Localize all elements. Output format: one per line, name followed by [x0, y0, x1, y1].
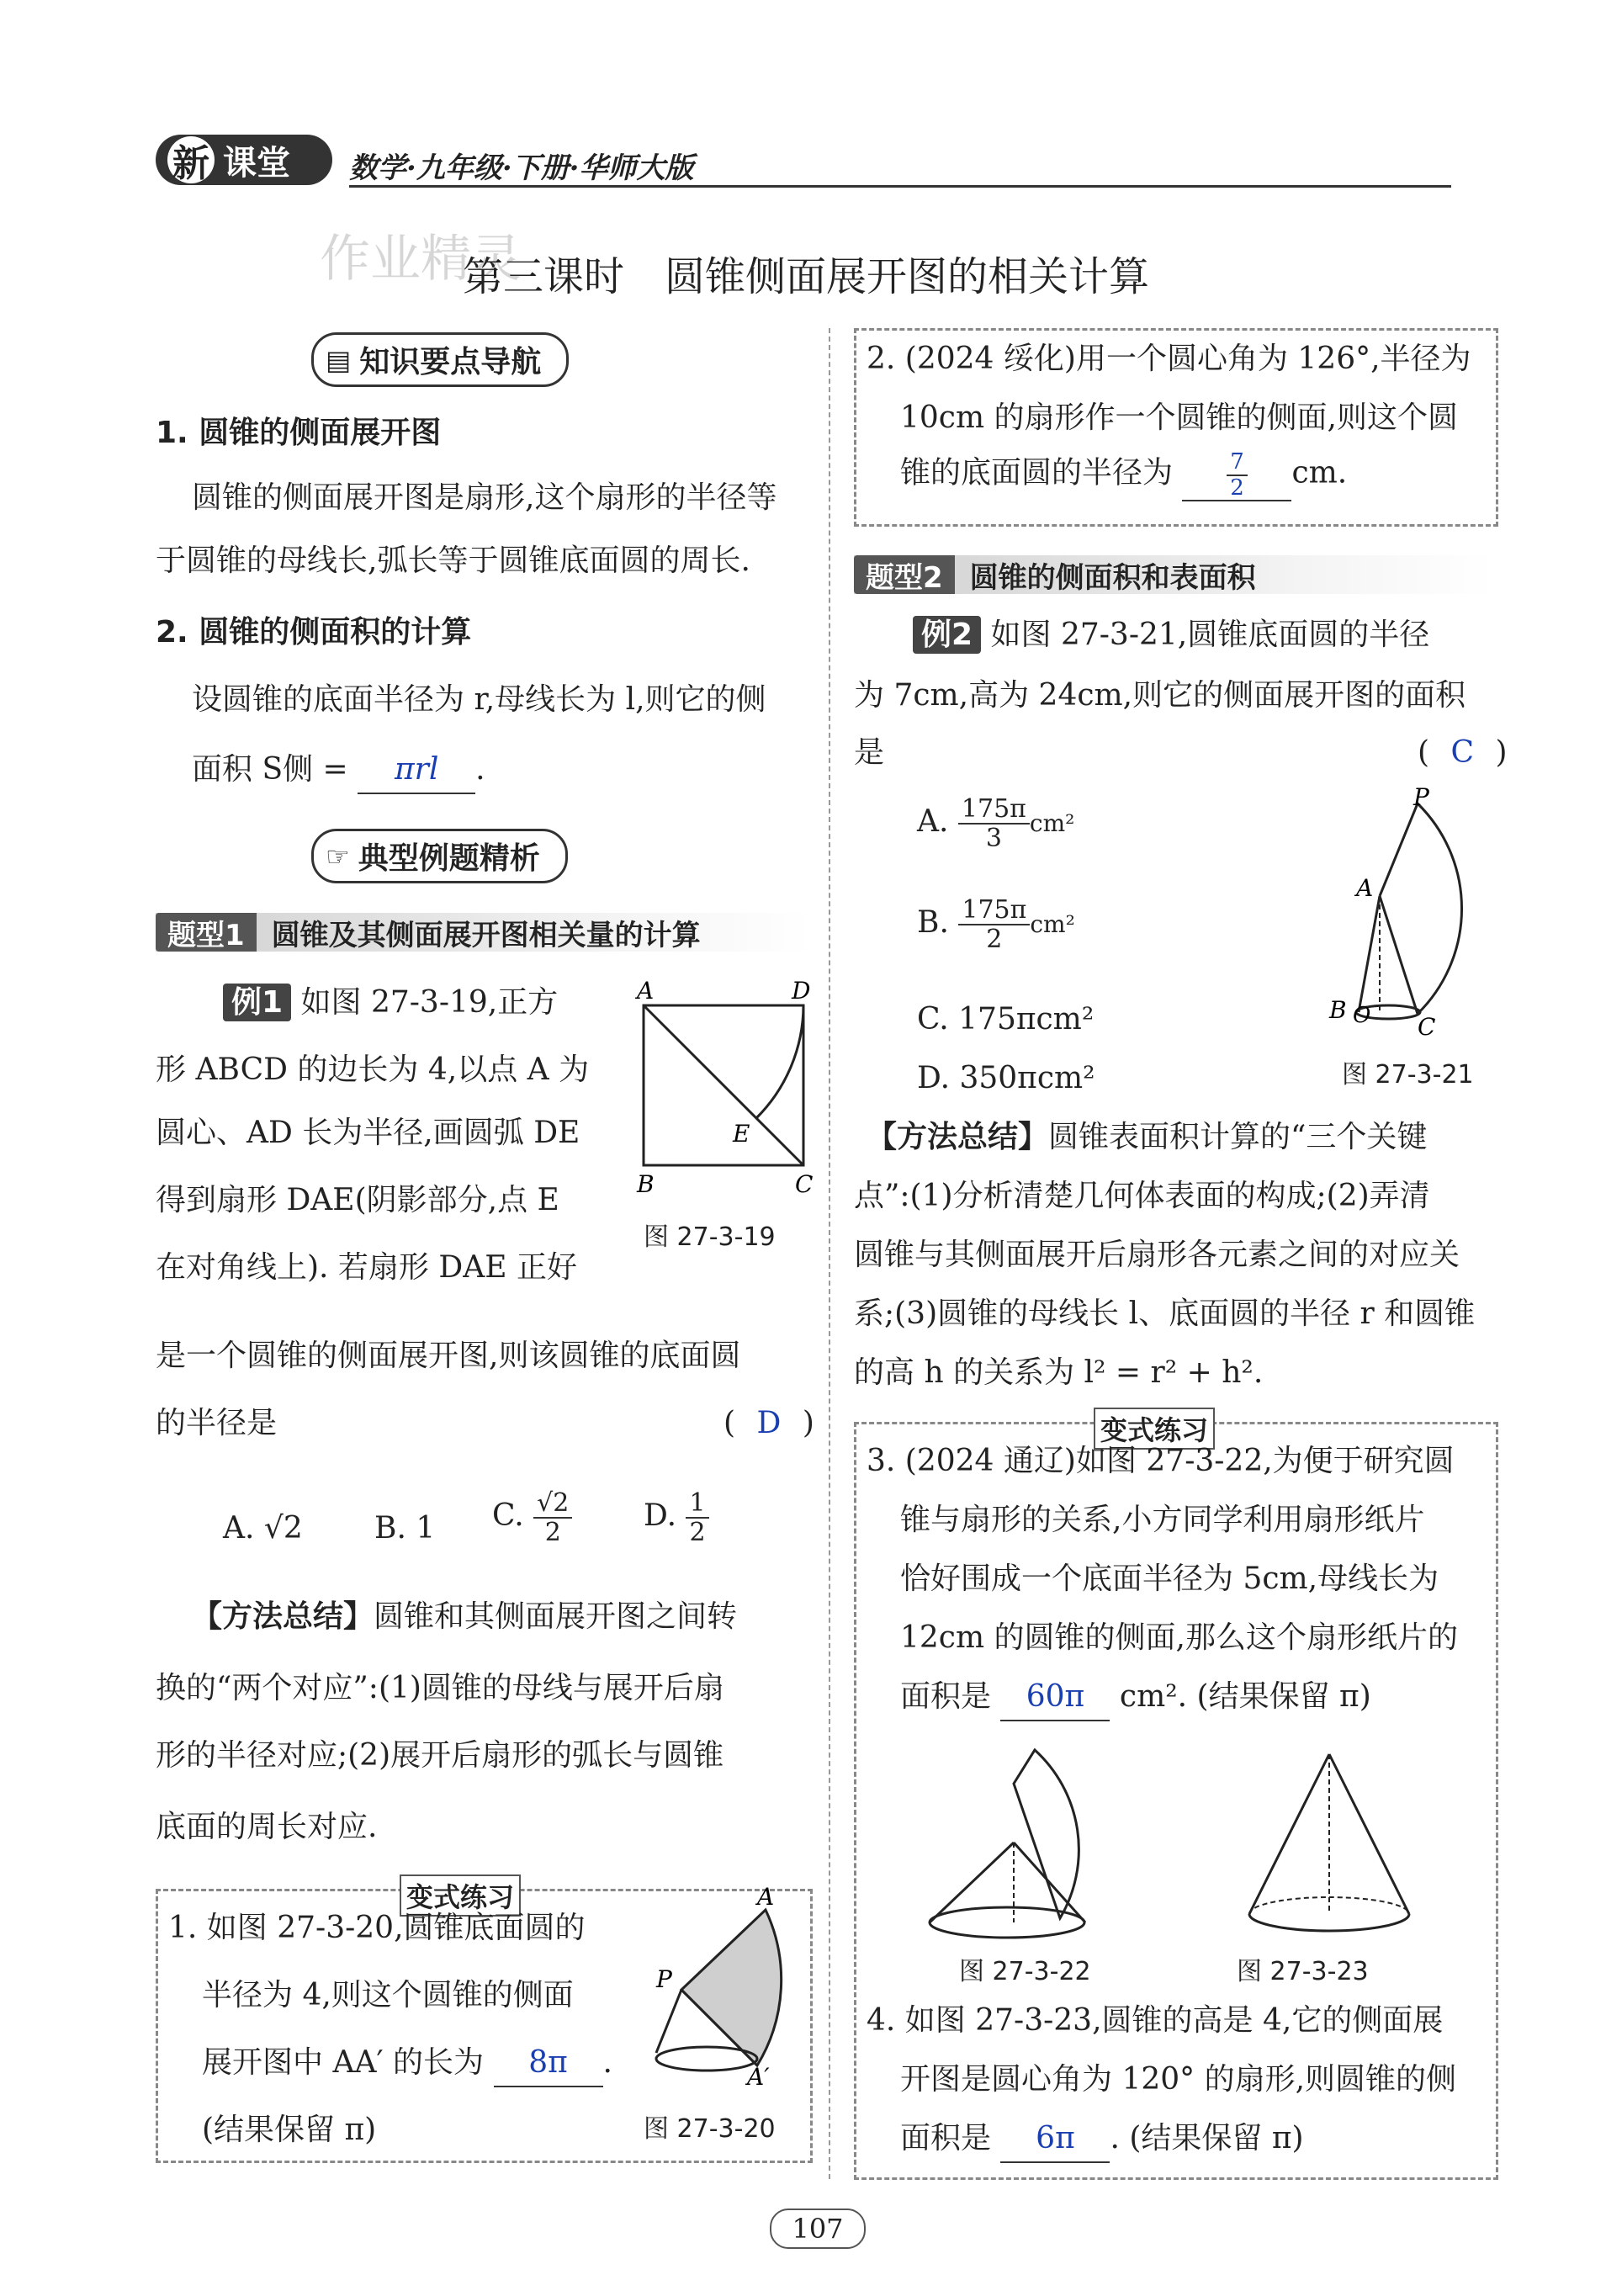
example1-line6: 是一个圆锥的侧面展开图,则该圆锥的底面圆 — [156, 1339, 741, 1373]
fig20-label-a: A — [757, 1885, 775, 1911]
figure-27-3-21 — [1321, 787, 1497, 1039]
logo-ketang: 课堂 — [223, 143, 290, 183]
practice1-q1-line2: 半径为 4,则这个圆锥的侧面 — [202, 1978, 574, 2012]
fig21-label-b: B — [1329, 996, 1347, 1024]
example2-line3: 是 — [854, 735, 885, 770]
practice2-q3-line1: 3. (2024 通辽)如图 27-3-22,为便于研究圆 — [867, 1444, 1455, 1478]
example1-line2: 形 ABCD 的边长为 4,以点 A 为 — [156, 1053, 590, 1087]
method2-line3: 圆锥与其侧面展开后扇形各元素之间的对应关 — [854, 1238, 1460, 1272]
example2-line1: 例2 如图 27-3-21,圆锥底面圆的半径 — [913, 612, 1429, 658]
example1-option-d: D. $\frac{1}{2}$ — [644, 1489, 709, 1546]
figure-27-3-20 — [639, 1885, 808, 2087]
example1-line4: 得到扇形 DAE(阴影部分,点 E — [156, 1183, 559, 1217]
header-subtitle: 数学·九年级·下册·华师大版 — [349, 151, 694, 185]
example1-option-b: B. 1 — [374, 1511, 436, 1546]
right-q2-answer: $\frac{7}{2}$ — [1182, 450, 1291, 501]
fig20-label-p: P — [656, 1965, 672, 1993]
type2-title: 圆锥的侧面积和表面积 — [969, 560, 1256, 595]
example2-tag: 例2 — [913, 616, 981, 654]
example1-tag: 例1 — [223, 984, 291, 1021]
type2-label: 题型2 — [854, 555, 955, 594]
practice1-q1-answer: 8π — [494, 2040, 603, 2087]
example1-answer: ( D ) — [723, 1406, 814, 1440]
method1-line3: 形的半径对应;(2)展开后扇形的弧长与圆锥 — [156, 1738, 724, 1773]
figure-27-3-23-caption: 图 27-3-23 — [1237, 1957, 1369, 1986]
section-knowledge-heading: ▤ 知识要点导航 — [311, 332, 569, 387]
logo-xin: 新 — [167, 136, 215, 183]
figure-27-3-22-caption: 图 27-3-22 — [959, 1957, 1091, 1986]
example2-line2: 为 7cm,高为 24cm,则它的侧面展开图的面积 — [854, 678, 1466, 713]
figure-27-3-22 — [913, 1742, 1115, 1943]
section-examples-heading: ☞ 典型例题精析 — [311, 829, 568, 883]
figure-27-3-21-caption: 图 27-3-21 — [1342, 1060, 1474, 1090]
example1-line5: 在对角线上). 若扇形 DAE 正好 — [156, 1250, 577, 1285]
method2-line1: 【方法总结】圆锥表面积计算的“三个关键 — [867, 1120, 1428, 1154]
column-divider — [829, 328, 830, 2179]
practice1-q1-note: (结果保留 π) — [202, 2113, 377, 2147]
fig20-label-a2: A′ — [747, 2063, 770, 2087]
method2-line2: 点”:(1)分析清楚几何体表面的构成;(2)弄清 — [854, 1179, 1430, 1213]
fig19-label-a: A — [637, 980, 655, 1005]
right-q2-line2: 10cm 的扇形作一个圆锥的侧面,则这个圆 — [900, 400, 1458, 435]
type1-label: 题型1 — [156, 913, 257, 952]
practice2-q3-line5: 面积是 60π cm². (结果保留 π) — [900, 1674, 1371, 1721]
figure-27-3-19 — [627, 980, 820, 1199]
fig21-label-p: P — [1413, 787, 1429, 811]
method2-line5: 的高 h 的关系为 l² = r² + h². — [854, 1355, 1264, 1390]
page-number: 107 — [770, 2209, 866, 2249]
figure-27-3-19-caption: 图 27-3-19 — [644, 1222, 776, 1252]
method1-line2: 换的“两个对应”:(1)圆锥的母线与展开后扇 — [156, 1671, 724, 1705]
fig21-label-c: C — [1418, 1013, 1436, 1039]
book-pointer-icon: ☞ — [326, 840, 350, 872]
fig19-label-c: C — [795, 1170, 814, 1198]
watermark: 作业精灵 — [320, 230, 522, 289]
practice2-q4-answer: 6π — [1000, 2116, 1110, 2163]
practice1-q1-line3: 展开图中 AA′ 的长为 8π . — [202, 2040, 612, 2087]
practice2-title: 变式练习 — [1094, 1408, 1215, 1450]
knowledge-1-line2: 于圆锥的母线长,弧长等于圆锥底面圆的周长. — [156, 544, 750, 578]
example2-option-a: A. $\frac{175\pi}{3}$ cm² — [917, 794, 1075, 853]
example1-option-c: C. $\frac{√2}{2}$ — [492, 1489, 572, 1546]
fig21-label-o: O — [1353, 1003, 1371, 1028]
practice2-q3-answer: 60π — [1000, 1674, 1110, 1721]
fig19-label-b: B — [637, 1170, 655, 1198]
right-q2-line1: 2. (2024 绥化)用一个圆心角为 126°,半径为 — [867, 342, 1471, 376]
example1-line7: 的半径是 — [156, 1406, 278, 1440]
header — [156, 135, 1451, 195]
knowledge-1-line1: 圆锥的侧面展开图是扇形,这个扇形的半径等 — [192, 480, 777, 515]
practice2-q4-line2: 开图是圆心角为 120° 的扇形,则圆锥的侧 — [900, 2062, 1457, 2097]
fig19-label-d: D — [792, 980, 811, 1005]
book-icon: ▤ — [326, 343, 352, 376]
practice1-q1-line1: 1. 如图 27-3-20,圆锥底面圆的 — [168, 1911, 586, 1945]
lesson-title: 第三课时 圆锥侧面展开图的相关计算 — [463, 253, 1150, 300]
knowledge-2-title: 2. 圆锥的侧面积的计算 — [156, 615, 472, 650]
example1-option-a: A. √2 — [223, 1511, 303, 1546]
figure-27-3-20-caption: 图 27-3-20 — [644, 2114, 776, 2144]
example2-answer: ( C ) — [1418, 735, 1508, 770]
header-rule — [349, 185, 1451, 188]
practice2-q3-line3: 恰好围成一个底面半径为 5cm,母线长为 — [900, 1562, 1439, 1596]
type1-bar — [156, 913, 812, 952]
figure-27-3-23 — [1237, 1746, 1422, 1943]
knowledge-2-line1: 设圆锥的底面半径为 r,母线长为 l,则它的侧 — [192, 682, 766, 717]
knowledge-2-line2: 面积 S侧 = πrl . — [192, 747, 485, 794]
type2-bar — [854, 555, 1493, 594]
type1-title: 圆锥及其侧面展开图相关量的计算 — [271, 918, 701, 952]
method1-line4: 底面的周长对应. — [156, 1810, 378, 1844]
practice2-q4-line1: 4. 如图 27-3-23,圆锥的高是 4,它的侧面展 — [867, 2003, 1444, 2038]
fig19-label-e: E — [733, 1120, 750, 1148]
practice2-q4-line3: 面积是 6π . (结果保留 π) — [900, 2116, 1304, 2163]
right-q2-line3: 锥的底面圆的半径为 $\frac{7}{2}$ cm. — [900, 449, 1348, 501]
example2-option-d: D. 350πcm² — [917, 1061, 1095, 1095]
practice2-q3-line2: 锥与扇形的关系,小方同学利用扇形纸片 — [900, 1503, 1425, 1537]
example2-option-c: C. 175πcm² — [917, 1002, 1095, 1037]
practice1-title: 变式练习 — [400, 1874, 521, 1917]
fig21-label-a: A — [1356, 874, 1374, 902]
method2-line4: 系;(3)圆锥的母线长 l、底面圆的半径 r 和圆锥 — [854, 1296, 1476, 1331]
example2-option-b: B. $\frac{175\pi}{2}$ cm² — [917, 895, 1075, 954]
knowledge-1-title: 1. 圆锥的侧面展开图 — [156, 416, 442, 450]
example1-line1: 例1 如图 27-3-19,正方 — [223, 980, 558, 1026]
answer-blank: πrl — [358, 747, 475, 794]
header-logo — [156, 135, 332, 185]
practice2-q3-line4: 12cm 的圆锥的侧面,那么这个扇形纸片的 — [900, 1620, 1458, 1655]
method1-line1: 【方法总结】圆锥和其侧面展开图之间转 — [192, 1599, 738, 1634]
example1-line3: 圆心、AD 长为半径,画圆弧 DE — [156, 1116, 580, 1150]
